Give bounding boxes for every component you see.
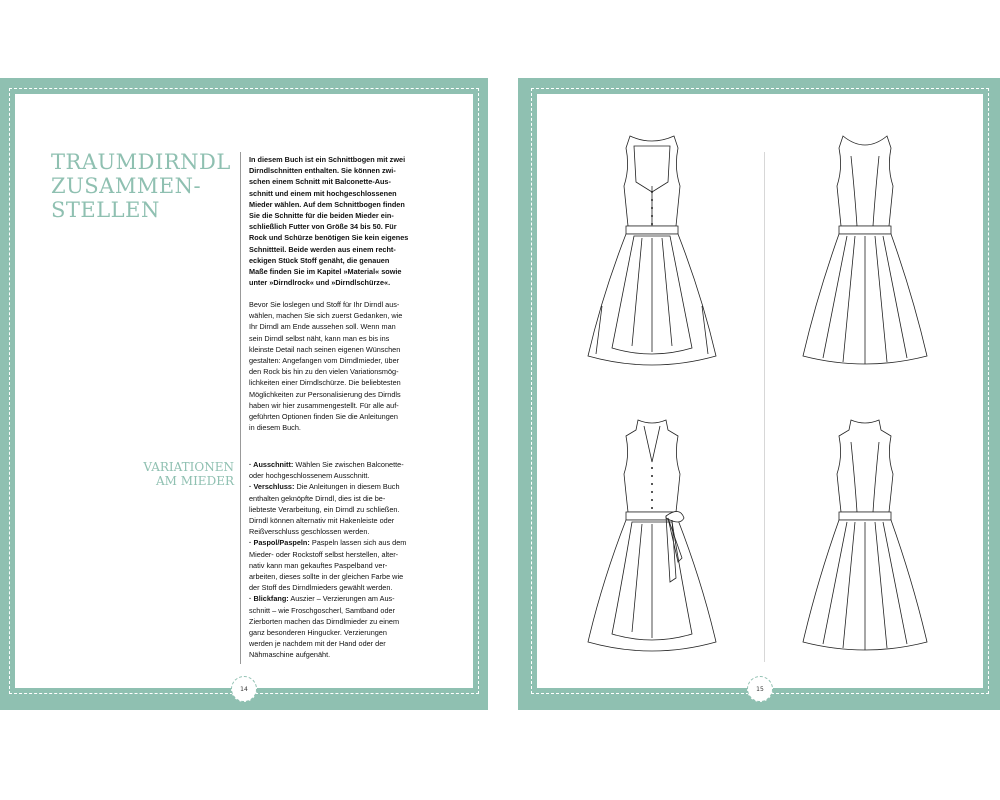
bullet-line xyxy=(249,526,461,537)
bullet-text: Die Anleitungen in diesem Buch xyxy=(294,482,400,492)
bullet-line xyxy=(249,470,461,481)
lead-line: Maße finden Sie im Kapitel »Material« sowie xyxy=(249,267,402,277)
lead-line: schließlich Futter von Größe 34 bis 50. Für xyxy=(249,222,397,232)
bullet-text: Mieder- oder Rockstoff selbst herstellen, alter- xyxy=(249,549,399,559)
body-line: Möglichkeiten zur Personalisierung des Dirndls xyxy=(249,389,401,399)
bullet-text: Paspeln lassen sich aus dem xyxy=(309,538,407,548)
left-page-content xyxy=(15,94,473,693)
bullet-term: · Verschluss: xyxy=(249,482,295,492)
body-line: den Rock bis hin zu den vielen Variationsmög- xyxy=(249,367,399,377)
illustration-divider xyxy=(764,152,765,662)
bullet-text: nativ kann man gekauftes Paspelband ver- xyxy=(249,560,388,570)
right-page-content xyxy=(537,94,983,693)
bullet-line xyxy=(249,638,461,649)
bullet-text: enthalten geknöpfte Dirndl, dies ist die be- xyxy=(249,493,386,503)
bullet-text: liebteste Verarbeitung, ein Dirndl zu schließen. xyxy=(249,504,400,514)
bullet-term: · Paspol/Paspeln: xyxy=(249,538,310,548)
subtitle-line: AM MIEDER xyxy=(156,474,234,488)
body-line: Bevor Sie loslegen und Stoff für Ihr Dirndl aus- xyxy=(249,300,400,309)
lead-line: Rock und Schürze benötigen Sie kein eigenes xyxy=(249,233,409,243)
right-page xyxy=(518,78,1000,710)
bullet-text: Dirndl können alternativ mit Hakenleiste oder xyxy=(249,516,395,526)
bullet-term: · Ausschnitt: xyxy=(249,460,294,469)
bullet-line xyxy=(249,504,461,515)
lead-line: Dirndlschnitten enthalten. Sie können zwi- xyxy=(249,166,396,176)
bullet-line xyxy=(249,627,461,638)
dirndl-back-highneck-illustration xyxy=(795,412,935,662)
lead-line: Schnittteil. Beide werden aus einem recht- xyxy=(249,244,396,254)
section-subtitle xyxy=(143,460,234,488)
title-line: ZUSAMMEN- xyxy=(51,174,202,198)
bullet-line xyxy=(249,605,461,616)
column-divider xyxy=(240,152,241,664)
lead-paragraph xyxy=(249,154,461,288)
bullet-text: schnitt – wie Froschgoscherl, Samtband oder xyxy=(249,605,396,615)
bullet-text: oder hochgeschlossenem Ausschnitt. xyxy=(249,471,370,481)
bullet-text: Reißverschluss geschlossen werden. xyxy=(249,527,370,537)
dirndl-front-highneck-illustration xyxy=(582,412,722,662)
bullet-line xyxy=(249,537,461,548)
title-line: TRAUMDIRNDL xyxy=(51,150,231,174)
lead-line: Sie die Schnitte für die beiden Mieder ein- xyxy=(249,211,394,221)
dirndl-front-balconette-illustration xyxy=(582,126,722,376)
title-line: STELLEN xyxy=(51,198,160,222)
body-line: kleinste Detail nach seinen eigenen Wünschen xyxy=(249,344,401,354)
bullet-line xyxy=(249,493,461,504)
body-line: gestalten: Angefangen vom Dirndlmieder, über xyxy=(249,356,400,366)
page-title xyxy=(51,150,231,222)
page-number: 15 xyxy=(747,676,773,702)
bullet-line xyxy=(249,649,461,660)
bullet-text: ganz besonderen Hingucker. Verzierungen xyxy=(249,628,387,638)
bullet-text: Wählen Sie zwischen Balconette- xyxy=(293,460,404,469)
bullet-line xyxy=(249,582,461,593)
bullet-line xyxy=(249,616,461,627)
body-paragraph xyxy=(249,299,461,433)
lead-line: Mieder wählen. Auf dem Schnittbogen finden xyxy=(249,199,405,209)
bullet-line xyxy=(249,481,461,492)
bullet-line xyxy=(249,560,461,571)
lead-line: schen einem Schnitt mit Balconette-Aus- xyxy=(249,177,391,187)
left-page xyxy=(0,78,488,710)
subtitle-line: VARIATIONEN xyxy=(143,460,234,474)
bullet-line xyxy=(249,549,461,560)
bullet-list xyxy=(249,459,461,661)
lead-line: unter »Dirndlrock« und »Dirndlschürze«. xyxy=(249,278,391,288)
lead-line: schnitt und einem mit hochgeschlossenen xyxy=(249,188,397,198)
body-line: geführten Optionen finden Sie die Anleitungen xyxy=(249,412,398,422)
bullet-text: werden je nachdem mit der Hand oder der xyxy=(249,639,386,649)
bullet-term: · Blickfang: xyxy=(249,594,289,604)
lead-line: In diesem Buch ist ein Schnittbogen mit zwei xyxy=(249,155,406,164)
body-line: wählen, machen Sie sich zuerst Gedanken, wie xyxy=(249,311,403,321)
bullet-line xyxy=(249,571,461,582)
bullet-text: arbeiten, dieses sollte in der gleichen Farbe wie xyxy=(249,572,404,582)
body-line: lichkeiten einer Dirndlschürze. Die beliebtesten xyxy=(249,378,401,388)
bullet-text: Nähmaschine aufgenäht. xyxy=(249,650,331,660)
bullet-line xyxy=(249,593,461,604)
bullet-text: Auszier – Verzierungen am Aus- xyxy=(288,594,395,604)
page-number: 14 xyxy=(231,676,257,702)
lead-line: eckigen Stück Stoff genäht, die genauen xyxy=(249,255,390,265)
bullet-line xyxy=(249,515,461,526)
bullet-line xyxy=(249,459,461,470)
body-line: in diesem Buch. xyxy=(249,423,301,433)
dirndl-back-balconette-illustration xyxy=(795,126,935,376)
body-line: haben wir hier zusammengestellt. Für alle auf- xyxy=(249,400,399,410)
body-line: sein Dirndl selbst näht, kann man es bis ins xyxy=(249,333,390,343)
bullet-text: der Stoff des Dirndlmieders gewählt werden. xyxy=(249,583,393,593)
body-line: Ihr Dirndl am Ende aussehen soll. Wenn man xyxy=(249,322,396,332)
bullet-text: Zierborten machen das Dirndlmieder zu einem xyxy=(249,616,400,626)
